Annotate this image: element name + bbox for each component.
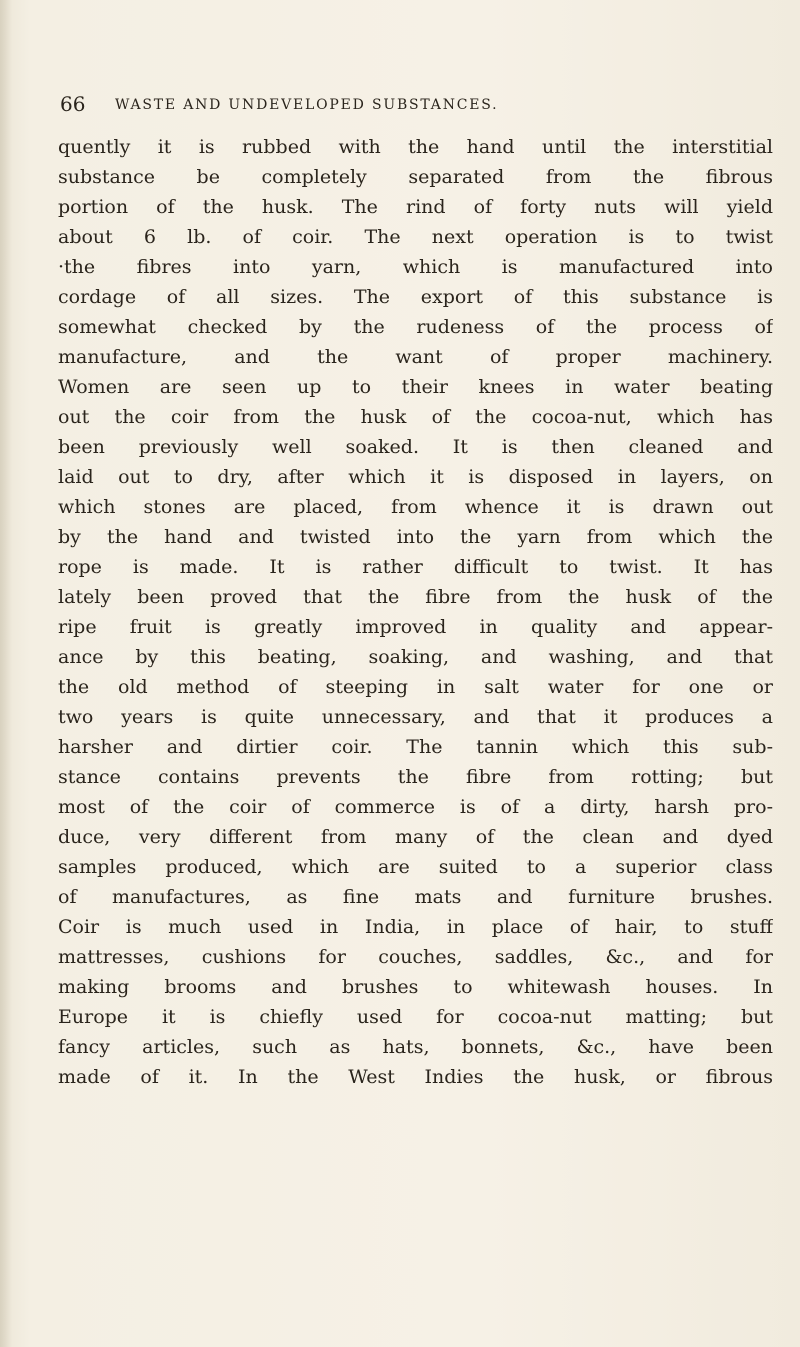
binding-shadow (0, 0, 12, 1347)
text-line: substance be completely separated from the fibrous (58, 166, 773, 188)
text-line: samples produced, which are suited to a superior class (58, 856, 773, 878)
text-line: duce, very different from many of the clean and dyed (58, 826, 773, 848)
text-line: the old method of steeping in salt water for one or (58, 676, 773, 698)
text-line: somewhat checked by the rudeness of the process of (58, 316, 773, 338)
text-line: rope is made. It is rather difficult to twist. It has (58, 556, 773, 578)
running-head-title: WASTE AND UNDEVELOPED SUBSTANCES. (115, 97, 499, 113)
text-line: laid out to dry, after which it is disposed in layers, on (58, 466, 773, 488)
text-line: made of it. In the West Indies the husk, or fibrous (58, 1066, 773, 1088)
text-line: been previously well soaked. It is then cleaned and (58, 436, 773, 458)
text-line: ripe fruit is greatly improved in quality and appear- (58, 616, 773, 638)
text-line: Europe it is chiefly used for cocoa-nut matting; but (58, 1006, 773, 1028)
text-line: mattresses, cushions for couches, saddles, &c., and for (58, 946, 773, 968)
text-line: ance by this beating, soaking, and washing, and that (58, 646, 773, 668)
text-line: Coir is much used in India, in place of hair, to stuff (58, 916, 773, 938)
text-line: stance contains prevents the fibre from rotting; but (58, 766, 773, 788)
text-line: of manufactures, as fine mats and furniture brushes. (58, 886, 773, 908)
text-line: about 6 lb. of coir. The next operation is to twist (58, 226, 773, 248)
text-line: Women are seen up to their knees in water beating (58, 376, 773, 398)
text-line: quently it is rubbed with the hand until the interstitial (58, 136, 773, 158)
text-line: out the coir from the husk of the cocoa-nut, which has (58, 406, 773, 428)
text-line: harsher and dirtier coir. The tannin which this sub- (58, 736, 773, 758)
text-line: making brooms and brushes to whitewash houses. In (58, 976, 773, 998)
text-line: manufacture, and the want of proper machinery. (58, 346, 773, 368)
body-text (58, 132, 773, 1092)
text-line: by the hand and twisted into the yarn from which the (58, 526, 773, 548)
text-line: which stones are placed, from whence it is drawn out (58, 496, 773, 518)
text-line: fancy articles, such as hats, bonnets, &c., have been (58, 1036, 773, 1058)
text-line: ·the fibres into yarn, which is manufactured into (58, 256, 773, 278)
text-line: portion of the husk. The rind of forty nuts will yield (58, 196, 773, 218)
text-line: lately been proved that the fibre from the husk of the (58, 586, 773, 608)
text-line: most of the coir of commerce is of a dirty, harsh pro- (58, 796, 773, 818)
text-line: two years is quite unnecessary, and that it produces a (58, 706, 773, 728)
text-line: cordage of all sizes. The export of this substance is (58, 286, 773, 308)
running-head (60, 92, 760, 122)
page-number: 66 (60, 92, 86, 116)
